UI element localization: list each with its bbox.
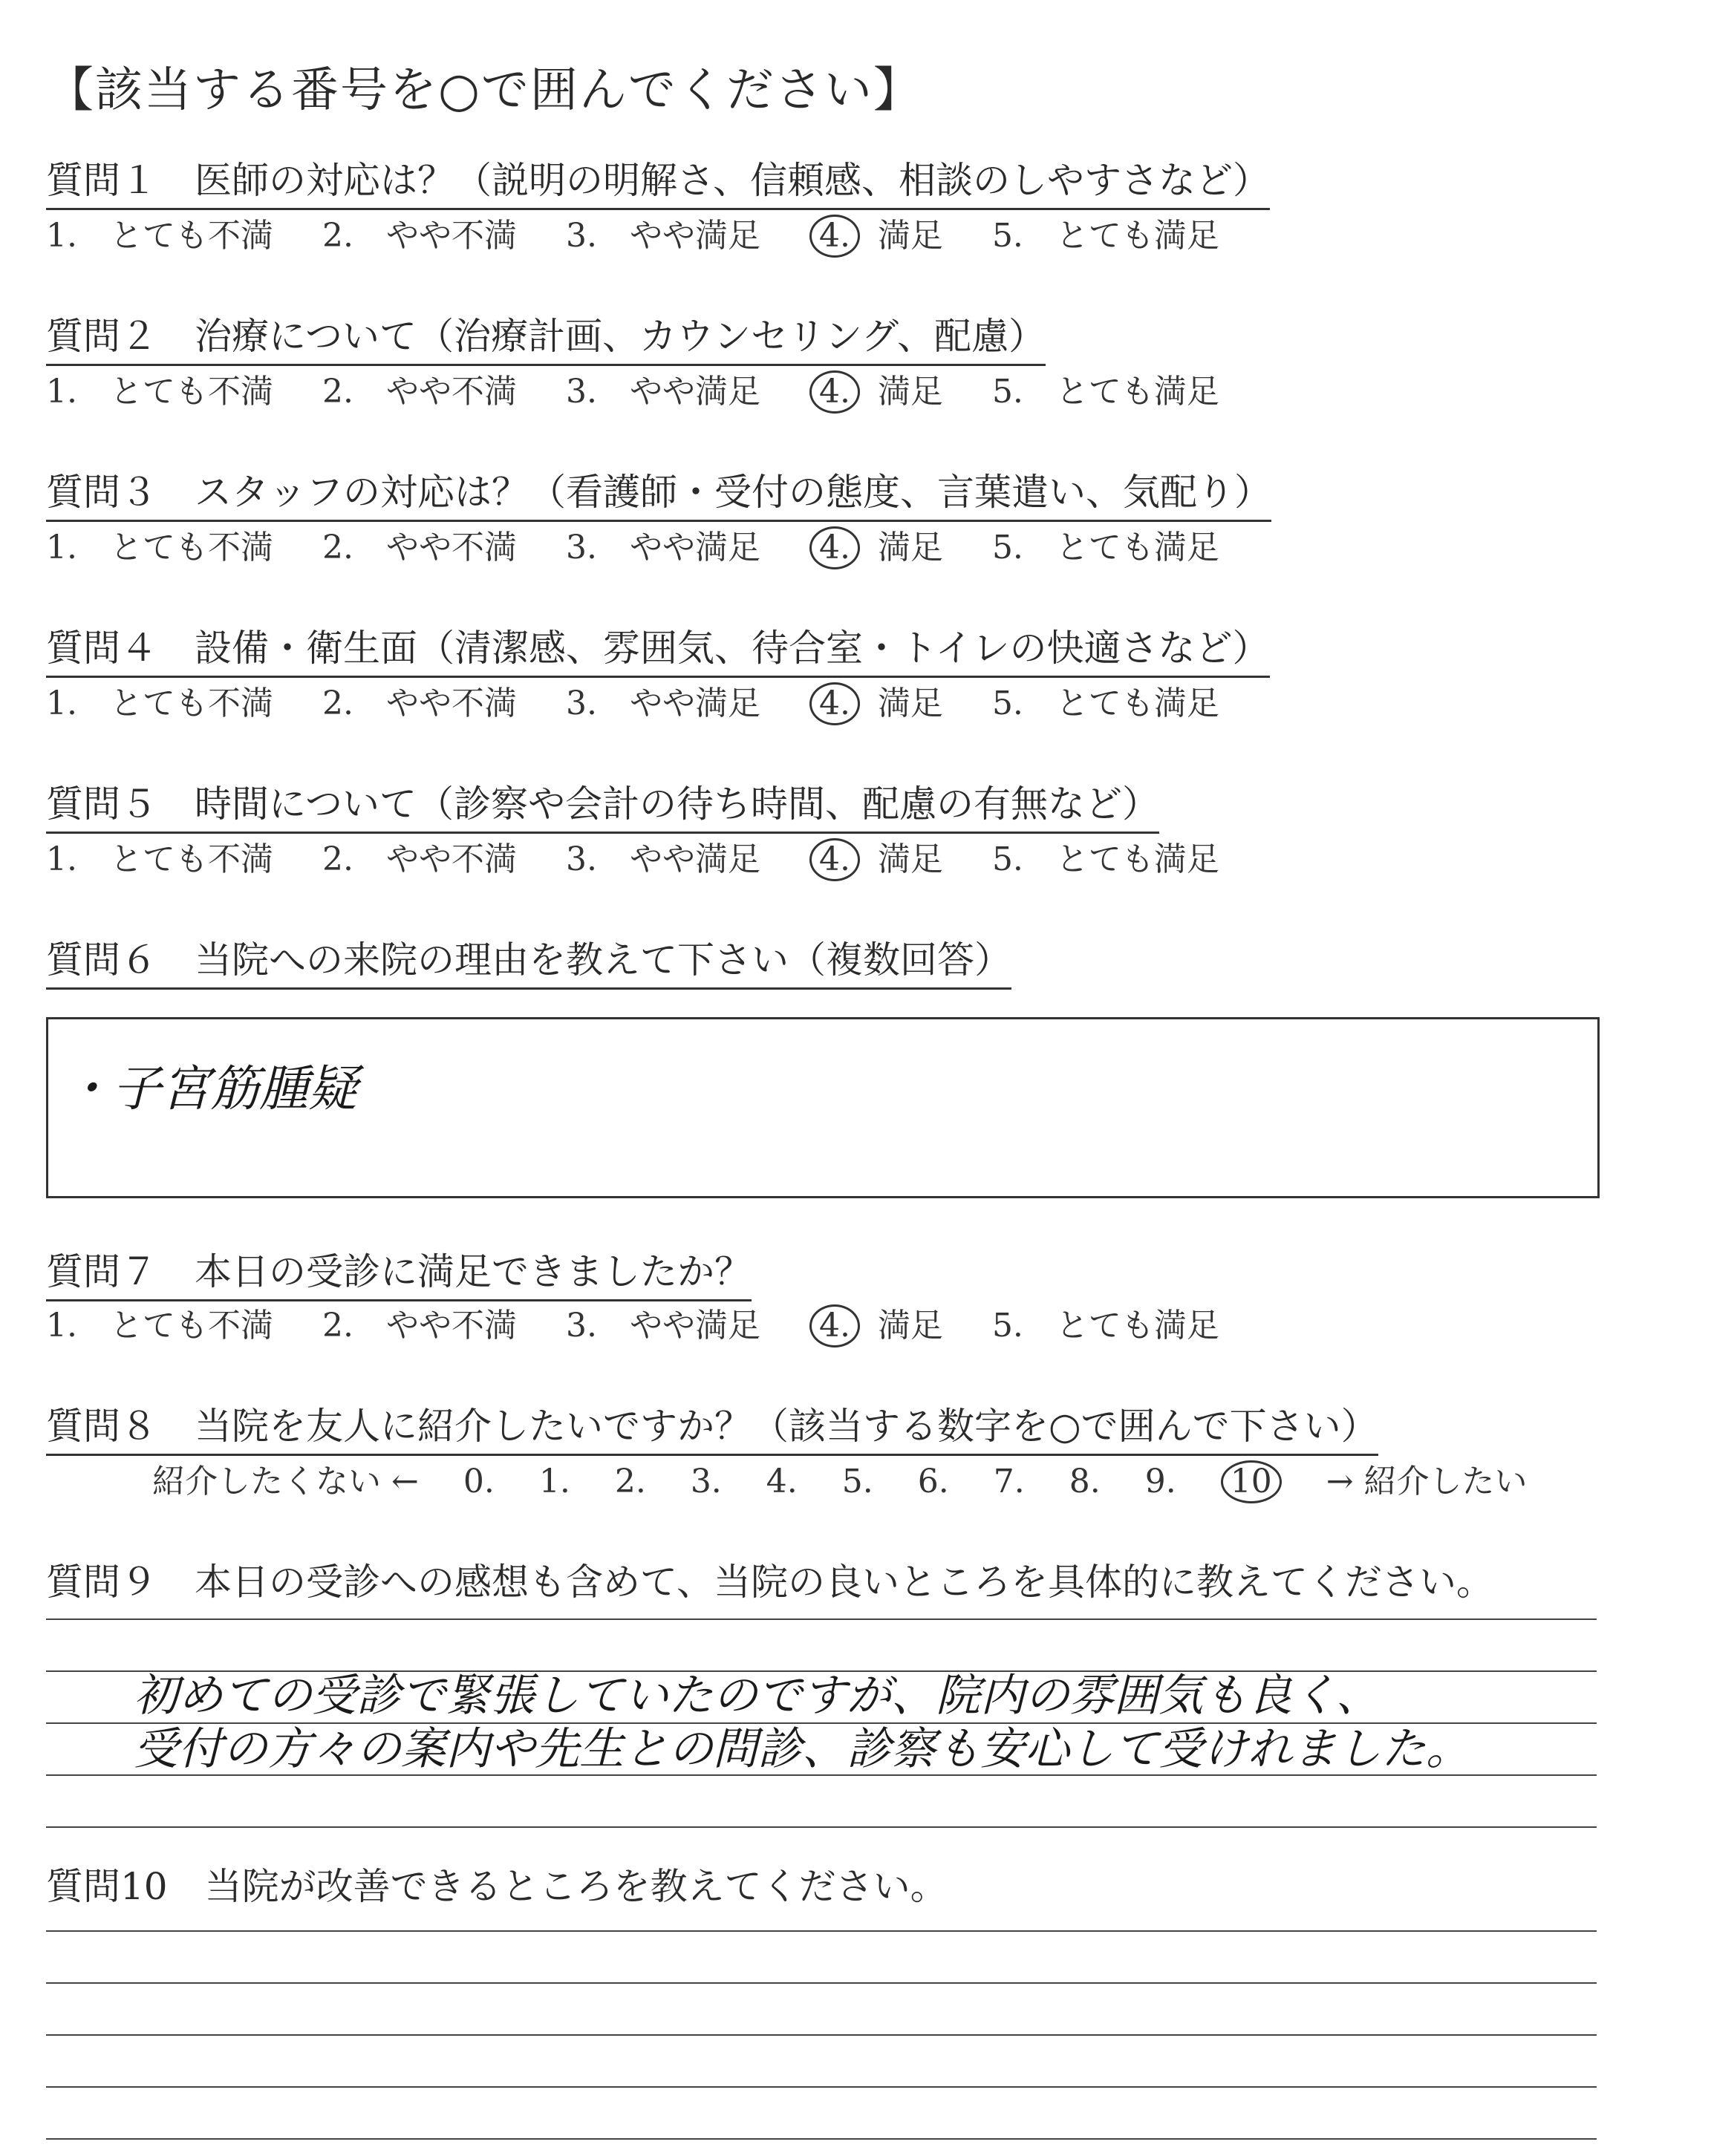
option-1[interactable]: 1. とても不満 bbox=[46, 217, 273, 255]
scale-8[interactable]: 8. bbox=[1069, 1463, 1101, 1500]
scale-7[interactable]: 7. bbox=[993, 1463, 1025, 1500]
option-3[interactable]: 3. やや満足 bbox=[565, 840, 760, 878]
option-5[interactable]: 5. とても満足 bbox=[991, 529, 1219, 566]
question-6-answer-box[interactable] bbox=[46, 1017, 1600, 1198]
question-3-title: 質問３ スタッフの対応は？（看護師・受付の態度、言葉遣い、気配り） bbox=[46, 468, 1271, 522]
option-4-circled[interactable]: 4. bbox=[809, 526, 860, 569]
option-1[interactable]: 1. とても不満 bbox=[46, 1307, 273, 1345]
scale-9[interactable]: 9. bbox=[1144, 1463, 1176, 1500]
answer-line bbox=[46, 2138, 1597, 2140]
option-4-label: 満足 bbox=[877, 685, 943, 722]
scale-10-circled[interactable]: 10 bbox=[1221, 1460, 1282, 1503]
scale-3[interactable]: 3. bbox=[690, 1463, 722, 1500]
question-9-answer-line-1: 初めての受診で緊張していたのですが、院内の雰囲気も良く、 bbox=[134, 1670, 1381, 1722]
option-4-label: 満足 bbox=[877, 1307, 943, 1345]
question-10-title: 質問10 当院が改善できるところを教えてください。 bbox=[46, 1865, 948, 1908]
option-3[interactable]: 3. やや満足 bbox=[565, 1307, 760, 1345]
option-5[interactable]: 5. とても満足 bbox=[991, 217, 1219, 255]
option-3[interactable]: 3. やや満足 bbox=[565, 685, 760, 722]
option-4-circled[interactable]: 4. bbox=[809, 370, 860, 414]
answer-line bbox=[46, 1982, 1597, 1984]
option-1[interactable]: 1. とても不満 bbox=[46, 373, 273, 411]
answer-line bbox=[46, 1930, 1597, 1932]
option-4-circled[interactable]: 4. bbox=[809, 215, 860, 258]
page-heading: 【該当する番号を○で囲んでください】 bbox=[46, 63, 922, 118]
question-1-options bbox=[46, 214, 1258, 258]
scale-6[interactable]: 6. bbox=[917, 1463, 949, 1500]
scale-5[interactable]: 5. bbox=[841, 1463, 873, 1500]
option-2[interactable]: 2. やや不満 bbox=[322, 840, 517, 878]
option-4-label: 満足 bbox=[877, 529, 943, 566]
option-2[interactable]: 2. やや不満 bbox=[322, 685, 517, 722]
scale-4[interactable]: 4. bbox=[766, 1463, 798, 1500]
option-5[interactable]: 5. とても満足 bbox=[991, 373, 1219, 411]
question-2-options bbox=[46, 370, 1258, 414]
question-4-options bbox=[46, 682, 1258, 726]
option-3[interactable]: 3. やや満足 bbox=[565, 217, 760, 255]
option-2[interactable]: 2. やや不満 bbox=[322, 217, 517, 255]
option-3[interactable]: 3. やや満足 bbox=[565, 373, 760, 411]
option-1[interactable]: 1. とても不満 bbox=[46, 685, 273, 722]
option-4-label: 満足 bbox=[877, 373, 943, 411]
option-4-circled[interactable]: 4. bbox=[809, 1304, 860, 1348]
question-2-title: 質問２ 治療について（治療計画、カウンセリング、配慮） bbox=[46, 312, 1046, 366]
scale-right-label: → 紹介したい bbox=[1326, 1463, 1528, 1500]
question-5-options bbox=[46, 837, 1258, 882]
option-3[interactable]: 3. やや満足 bbox=[565, 529, 760, 566]
answer-line bbox=[46, 2086, 1597, 2088]
question-8-scale bbox=[152, 1460, 1562, 1504]
scale-1[interactable]: 1. bbox=[538, 1463, 570, 1500]
option-4-label: 満足 bbox=[877, 217, 943, 255]
scale-2[interactable]: 2. bbox=[614, 1463, 646, 1500]
question-8-title: 質問８ 当院を友人に紹介したいですか？（該当する数字を○で囲んで下さい） bbox=[46, 1402, 1378, 1456]
scale-left-label: 紹介したくない ← bbox=[152, 1463, 419, 1500]
option-4-label: 満足 bbox=[877, 840, 943, 878]
question-5-title: 質問５ 時間について（診察や会計の待ち時間、配慮の有無など） bbox=[46, 780, 1159, 834]
option-1[interactable]: 1. とても不満 bbox=[46, 529, 273, 566]
option-4-circled[interactable]: 4. bbox=[809, 682, 860, 725]
option-4-circled[interactable]: 4. bbox=[809, 838, 860, 881]
scale-0[interactable]: 0. bbox=[463, 1463, 495, 1500]
question-3-options bbox=[46, 526, 1258, 570]
option-5[interactable]: 5. とても満足 bbox=[991, 685, 1219, 722]
answer-line bbox=[46, 1826, 1597, 1828]
question-9-title: 質問９ 本日の受診への感想も含めて、当院の良いところを具体的に教えてください。 bbox=[46, 1561, 1493, 1604]
question-6-answer: ・子宮筋腫疑 bbox=[63, 1060, 357, 1117]
option-1[interactable]: 1. とても不満 bbox=[46, 840, 273, 878]
question-6-title: 質問６ 当院への来院の理由を教えて下さい（複数回答） bbox=[46, 935, 1011, 990]
answer-line bbox=[46, 1618, 1597, 1620]
option-2[interactable]: 2. やや不満 bbox=[322, 529, 517, 566]
question-4-title: 質問４ 設備・衛生面（清潔感、雰囲気、待合室・トイレの快適さなど） bbox=[46, 624, 1270, 678]
option-2[interactable]: 2. やや不満 bbox=[322, 373, 517, 411]
question-1-title: 質問１ 医師の対応は？（説明の明解さ、信頼感、相談のしやすさなど） bbox=[46, 156, 1270, 210]
option-2[interactable]: 2. やや不満 bbox=[322, 1307, 517, 1345]
question-7-options bbox=[46, 1304, 1258, 1348]
question-7-title: 質問７ 本日の受診に満足できましたか？ bbox=[46, 1247, 752, 1301]
option-5[interactable]: 5. とても満足 bbox=[991, 840, 1219, 878]
option-5[interactable]: 5. とても満足 bbox=[991, 1307, 1219, 1345]
question-9-answer-line-2: 受付の方々の案内や先生との問診、診察も安心して受けれました。 bbox=[134, 1723, 1470, 1775]
answer-line bbox=[46, 2034, 1597, 2036]
